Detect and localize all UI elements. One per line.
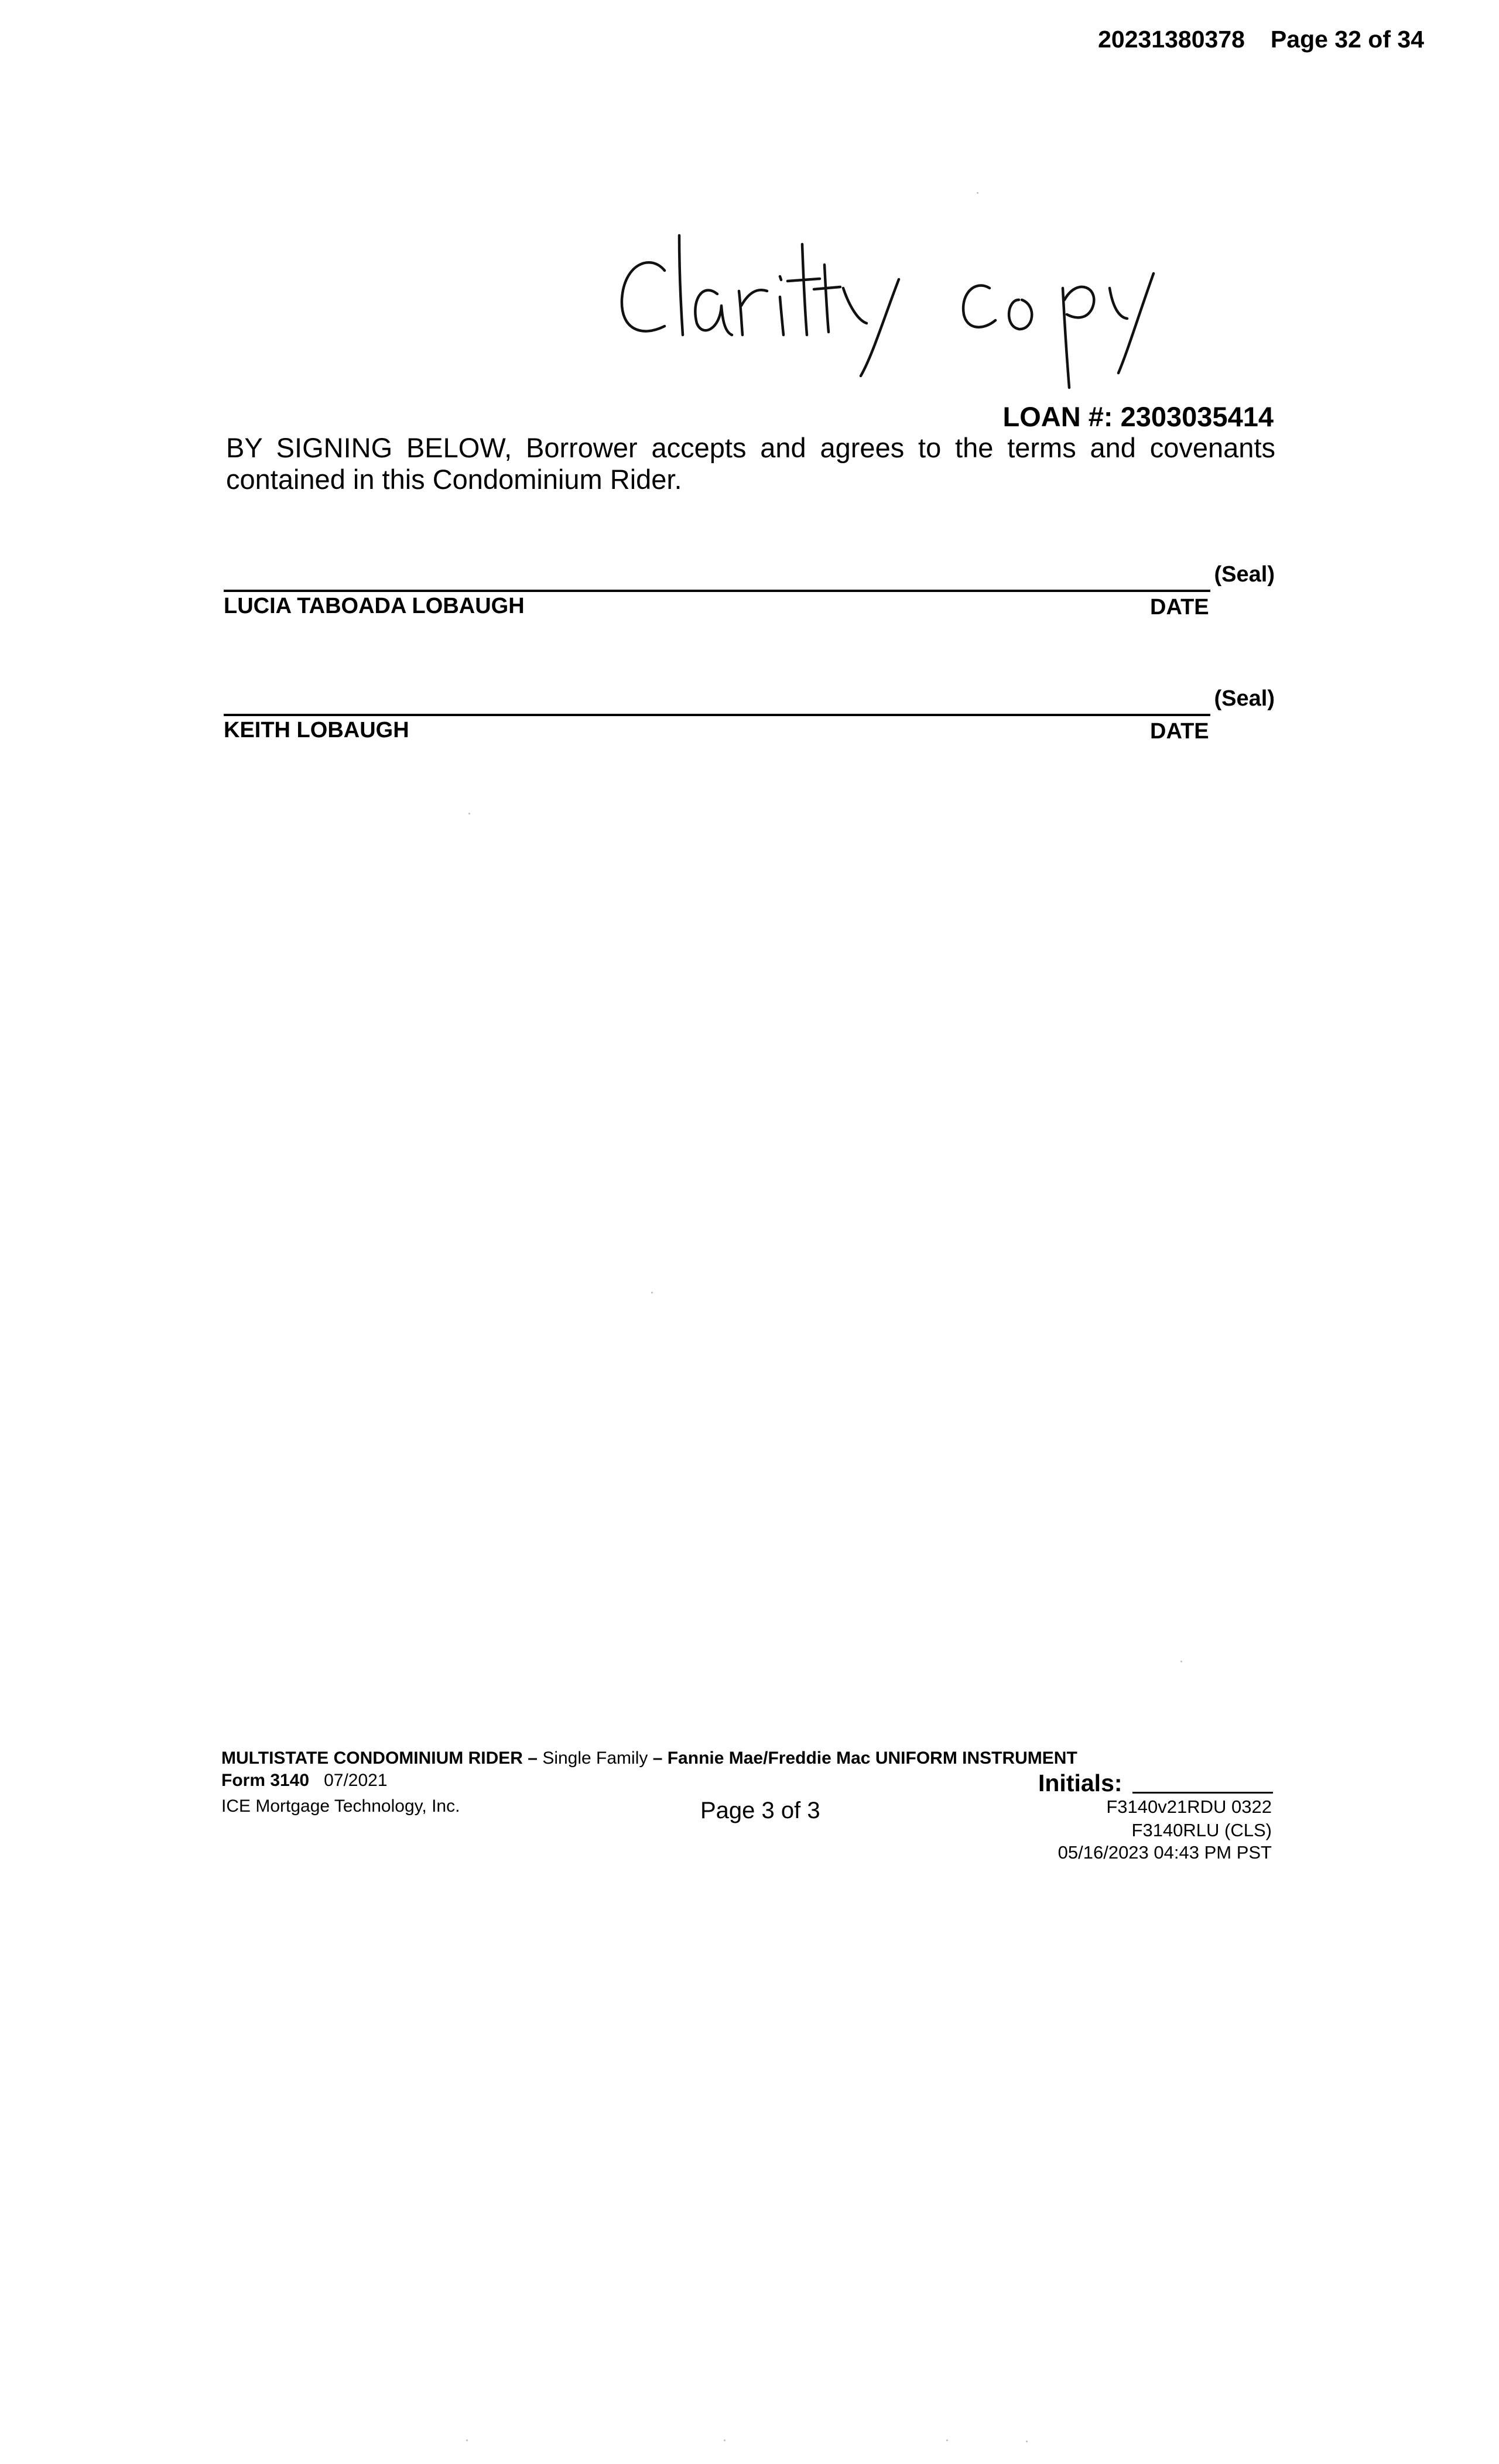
seal-label: (Seal) [1214,686,1275,711]
borrower-name: KEITH LOBAUGH [224,718,409,742]
signature-line [224,590,1210,592]
scan-speck [651,1292,653,1293]
form-number: Form 3140 07/2021 [221,1771,388,1790]
loan-number-line [1003,401,1274,433]
signature-line [224,714,1210,716]
scan-speck [977,192,978,194]
scan-speck [946,2439,948,2441]
form-code: F3140v21RDU 0322 [1106,1796,1272,1817]
initials-line [1132,1792,1273,1794]
form-footer [221,1748,1273,1866]
scan-speck [724,2439,725,2441]
loan-label: LOAN #: [1002,401,1113,432]
document-header [1098,26,1424,53]
rider-page-number: Page 3 of 3 [700,1798,820,1823]
signing-statement: BY SIGNING BELOW, Borrower accepts and agrees to the terms and covenants contained in this Condominium Rider. [226,432,1275,495]
date-label: DATE [1150,595,1209,620]
scan-speck [1026,2441,1028,2442]
vendor-name: ICE Mortgage Technology, Inc. [221,1796,460,1816]
date-label: DATE [1150,719,1209,744]
form-title: MULTISTATE CONDOMINIUM RIDER – Single Family – Fannie Mae/Freddie Mac UNIFORM INSTRUMENT [221,1748,1077,1768]
signature-block-1 [224,562,1278,638]
borrower-name: LUCIA TABOADA LOBAUGH [224,594,525,618]
form-code-cls: F3140RLU (CLS) [1131,1820,1272,1840]
scan-speck [468,813,470,815]
handwritten-note [609,218,1171,393]
print-timestamp: 05/16/2023 04:43 PM PST [1057,1842,1272,1863]
loan-number: 2303035414 [1120,401,1274,432]
page-number: Page 32 of 34 [1270,26,1424,53]
initials-label: Initials: [1038,1770,1122,1796]
signature-block-2 [224,686,1278,762]
seal-label: (Seal) [1214,562,1275,587]
document-number: 20231380378 [1098,26,1245,53]
scan-speck [1180,1661,1182,1662]
scan-speck [466,2439,468,2441]
